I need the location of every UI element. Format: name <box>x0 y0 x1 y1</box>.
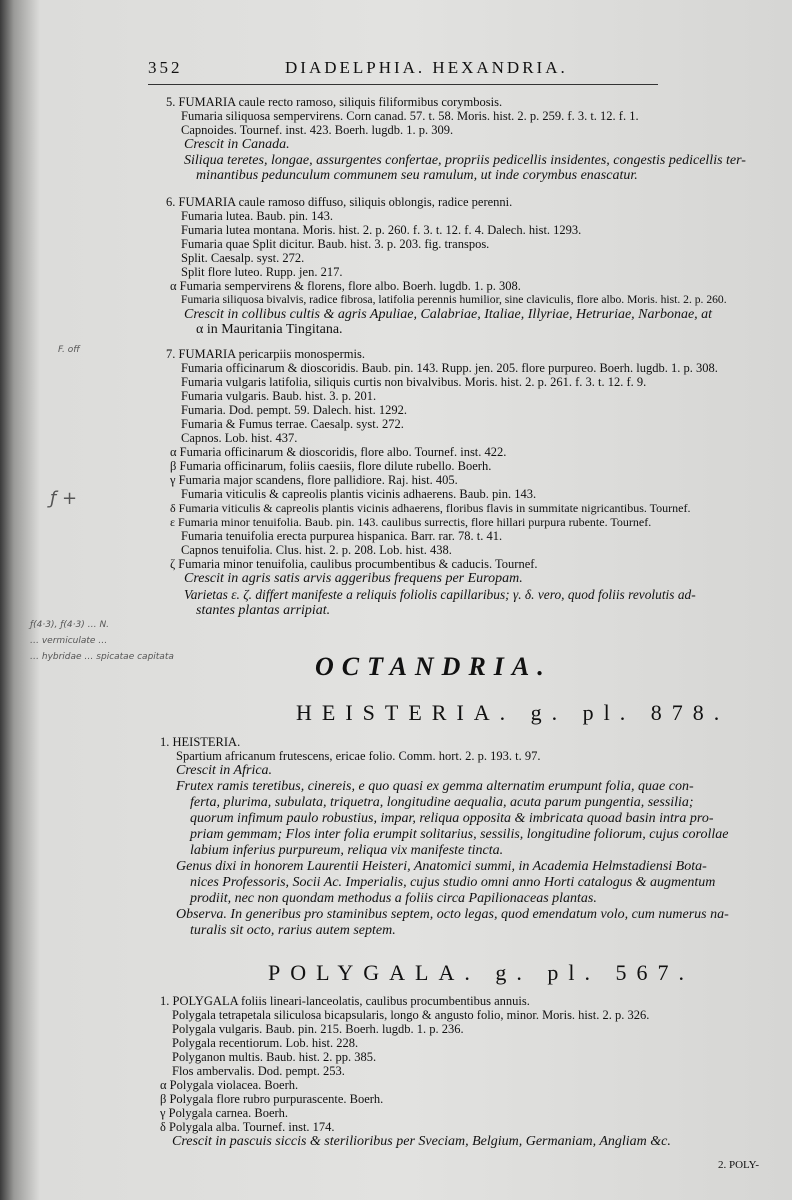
running-title: DIADELPHIA. HEXANDRIA. <box>285 58 568 77</box>
entry-line: β Polygala flore rubro purpurascente. Boerh. <box>160 1092 384 1106</box>
entry-line: Fumaria quae Split dicitur. Baub. hist. 3. p. 203. fig. transpos. <box>181 237 490 251</box>
section-heading-octandria: OCTANDRIA. <box>315 652 552 681</box>
entry-line: stantes plantas arripiat. <box>196 603 331 618</box>
entry-line: Flos ambervalis. Dod. pempt. 253. <box>172 1064 345 1078</box>
entry-line: Crescit in pascuis siccis & sterilioribus per Sveciam, Belgium, Germaniam, Angliam &c. <box>172 1134 671 1149</box>
margin-note: ƒ(4·3), ƒ(4·3) … N. <box>30 620 110 630</box>
entry-line: ε Fumaria minor tenuifolia. Baub. pin. 143. caulibus surrectis, flore hillari purpura rubente. Tournef. <box>170 515 652 529</box>
entry-line: δ Fumaria viticulis & capreolis plantis vicinis adhaerens, floribus flavis in summitate nigricantibus. Tournef. <box>170 501 691 515</box>
entry-line: α Fumaria officinarum & dioscoridis, flore albo. Tournef. inst. 422. <box>170 445 507 459</box>
entry-line: Varietas ε. ζ. differt manifeste a reliquis foliolis capillaribus; γ. δ. vero, quod foliis revolutis ad- <box>184 587 696 602</box>
entry-line: Split. Caesalp. syst. 272. <box>181 251 305 265</box>
entry-line: Genus dixi in honorem Laurentii Heisteri, Anatomici summi, in Academia Helmstadiensi Bota- <box>176 859 707 874</box>
catchword: 2. POLY- <box>718 1159 760 1171</box>
margin-note: … vermiculate … <box>30 636 108 646</box>
entry-line: Capnos tenuifolia. Clus. hist. 2. p. 208. Lob. hist. 438. <box>181 543 452 557</box>
margin-note: … hybridae … spicatae capitata <box>30 652 174 662</box>
entry-line: Fumaria officinarum & dioscoridis. Baub. pin. 143. Rupp. jen. 205. flore purpureo. Boerh. lugdb. 1. p. 308. <box>181 361 718 375</box>
entry-line: Fumaria viticulis & capreolis plantis vicinis adhaerens. Baub. pin. 143. <box>181 487 537 501</box>
entry-line: Crescit in Africa. <box>176 763 273 778</box>
entry-line: Polyganon multis. Baub. hist. 2. pp. 385. <box>172 1050 377 1064</box>
entry-line: minantibus pedunculum communem seu ramulum, ut inde corymbus enascatur. <box>196 168 638 183</box>
entry-line: 5. FUMARIA caule recto ramoso, siliquis filiformibus corymbosis. <box>166 95 503 109</box>
entry-line: 7. FUMARIA pericarpiis monospermis. <box>166 347 365 361</box>
entry-line: Observa. In generibus pro staminibus septem, octo legas, quod emendatum volo, cum numerus na- <box>176 907 729 922</box>
entry-line: β Fumaria officinarum, foliis caesiis, flore dilute rubello. Boerh. <box>170 459 492 473</box>
entry-line: γ Polygala carnea. Boerh. <box>160 1106 289 1120</box>
entry-line: Crescit in agris satis arvis aggeribus frequens per Europam. <box>184 571 523 586</box>
entry-line: prodiit, nec non quondam methodus a foliis circa Papilionaceas plantas. <box>190 891 597 906</box>
entry-line: nices Professoris, Socii Ac. Imperialis, cujus studio omni anno Horti catalogus & augmentum <box>190 875 716 890</box>
entry-line: 1. HEISTERIA. <box>160 735 241 749</box>
entry-line: ferta, plurima, subulata, triquetra, longitudine aequalia, acuta parum pungentia, sessilia; <box>190 795 694 810</box>
entry-line: labium inferius purpureum, reliqua vix manifeste tincta. <box>190 843 504 858</box>
entry-line: Fumaria vulgaris latifolia, siliquis curtis non bivalvibus. Moris. hist. 2. p. 261. f. 3. t. 12. f. 9. <box>181 375 647 389</box>
entry-line: Fumaria vulgaris. Baub. hist. 3. p. 201. <box>181 389 377 403</box>
entry-line: Fumaria. Dod. pempt. 59. Dalech. hist. 1292. <box>181 403 408 417</box>
entry-line: 1. POLYGALA foliis lineari-lanceolatis, caulibus procumbentibus annuis. <box>160 994 530 1008</box>
entry-line: δ Polygala alba. Tournef. inst. 174. <box>160 1120 335 1134</box>
entry-line: Fumaria & Fumus terrae. Caesalp. syst. 272. <box>181 417 404 431</box>
margin-note: F. off <box>58 345 80 355</box>
margin-note: ƒ + <box>50 488 78 509</box>
entry-line: Fumaria siliquosa bivalvis, radice fibrosa, latifolia perennis humilior, sine claviculis, flore albo. Moris. hist. 2. p. 260. <box>181 293 727 306</box>
entry-line: Siliqua teretes, longae, assurgentes confertae, propriis pedicellis insidentes, congestis pedicellis ter- <box>184 153 746 168</box>
entry-line: Crescit in Canada. <box>184 137 290 152</box>
page-number: 352 <box>148 58 183 77</box>
header-rule <box>148 84 658 85</box>
entry-line: Capnos. Lob. hist. 437. <box>181 431 298 445</box>
entry-line: Capnoides. Tournef. inst. 423. Boerh. lugdb. 1. p. 309. <box>181 123 454 137</box>
entry-line: Spartium africanum frutescens, ericae folio. Comm. hort. 2. p. 193. t. 97. <box>176 749 541 763</box>
entry-line: α in Mauritania Tingitana. <box>196 322 343 337</box>
entry-line: Polygala tetrapetala siliculosa bicapsularis, longo & angusto folio, minor. Moris. hist. 2. p. 326. <box>172 1008 650 1022</box>
entry-line: ζ Fumaria minor tenuifolia, caulibus procumbentibus & caducis. Tournef. <box>170 557 538 571</box>
entry-line: Fumaria lutea. Baub. pin. 143. <box>181 209 334 223</box>
entry-line: Split flore luteo. Rupp. jen. 217. <box>181 265 343 279</box>
entry-line: 6. FUMARIA caule ramoso diffuso, siliquis oblongis, radice perenni. <box>166 195 513 209</box>
entry-line: turalis sit octo, rarius autem septem. <box>190 923 396 938</box>
entry-line: Polygala vulgaris. Baub. pin. 215. Boerh. lugdb. 1. p. 236. <box>172 1022 464 1036</box>
entry-line: α Fumaria sempervirens & florens, flore albo. Boerh. lugdb. 1. p. 308. <box>170 279 521 293</box>
genus-heading-heisteria: HEISTERIA. g. pl. 878. <box>296 700 730 725</box>
entry-line: γ Fumaria major scandens, flore pallidiore. Raj. hist. 405. <box>170 473 458 487</box>
entry-line: Fumaria siliquosa sempervirens. Corn canad. 57. t. 58. Moris. hist. 2. p. 259. f. 3. t. 12. f. 1. <box>181 109 639 123</box>
genus-heading-polygala: POLYGALA. g. pl. 567. <box>268 960 694 985</box>
entry-line: α Polygala violacea. Boerh. <box>160 1078 299 1092</box>
entry-line: quorum infimum paulo robustius, impar, reliqua opposita & imbricata quoad basin intra pro- <box>190 811 714 826</box>
entry-line: Polygala recentiorum. Lob. hist. 228. <box>172 1036 359 1050</box>
entry-line: Fumaria lutea montana. Moris. hist. 2. p. 260. f. 3. t. 12. f. 4. Dalech. hist. 1293. <box>181 223 582 237</box>
entry-line: Fumaria tenuifolia erecta purpurea hispanica. Barr. rar. 78. t. 41. <box>181 529 503 543</box>
entry-line: priam gemmam; Flos inter folia erumpit solitarius, sessilis, longitudine foliorum, cujus corollae <box>190 827 729 842</box>
entry-line: Frutex ramis teretibus, cinereis, e quo quasi ex gemma alternatim erumpunt folia, quae con- <box>176 779 694 794</box>
entry-line: Crescit in collibus cultis & agris Apuliae, Calabriae, Italiae, Illyriae, Hetruriae, Narbonae, at <box>184 307 713 322</box>
